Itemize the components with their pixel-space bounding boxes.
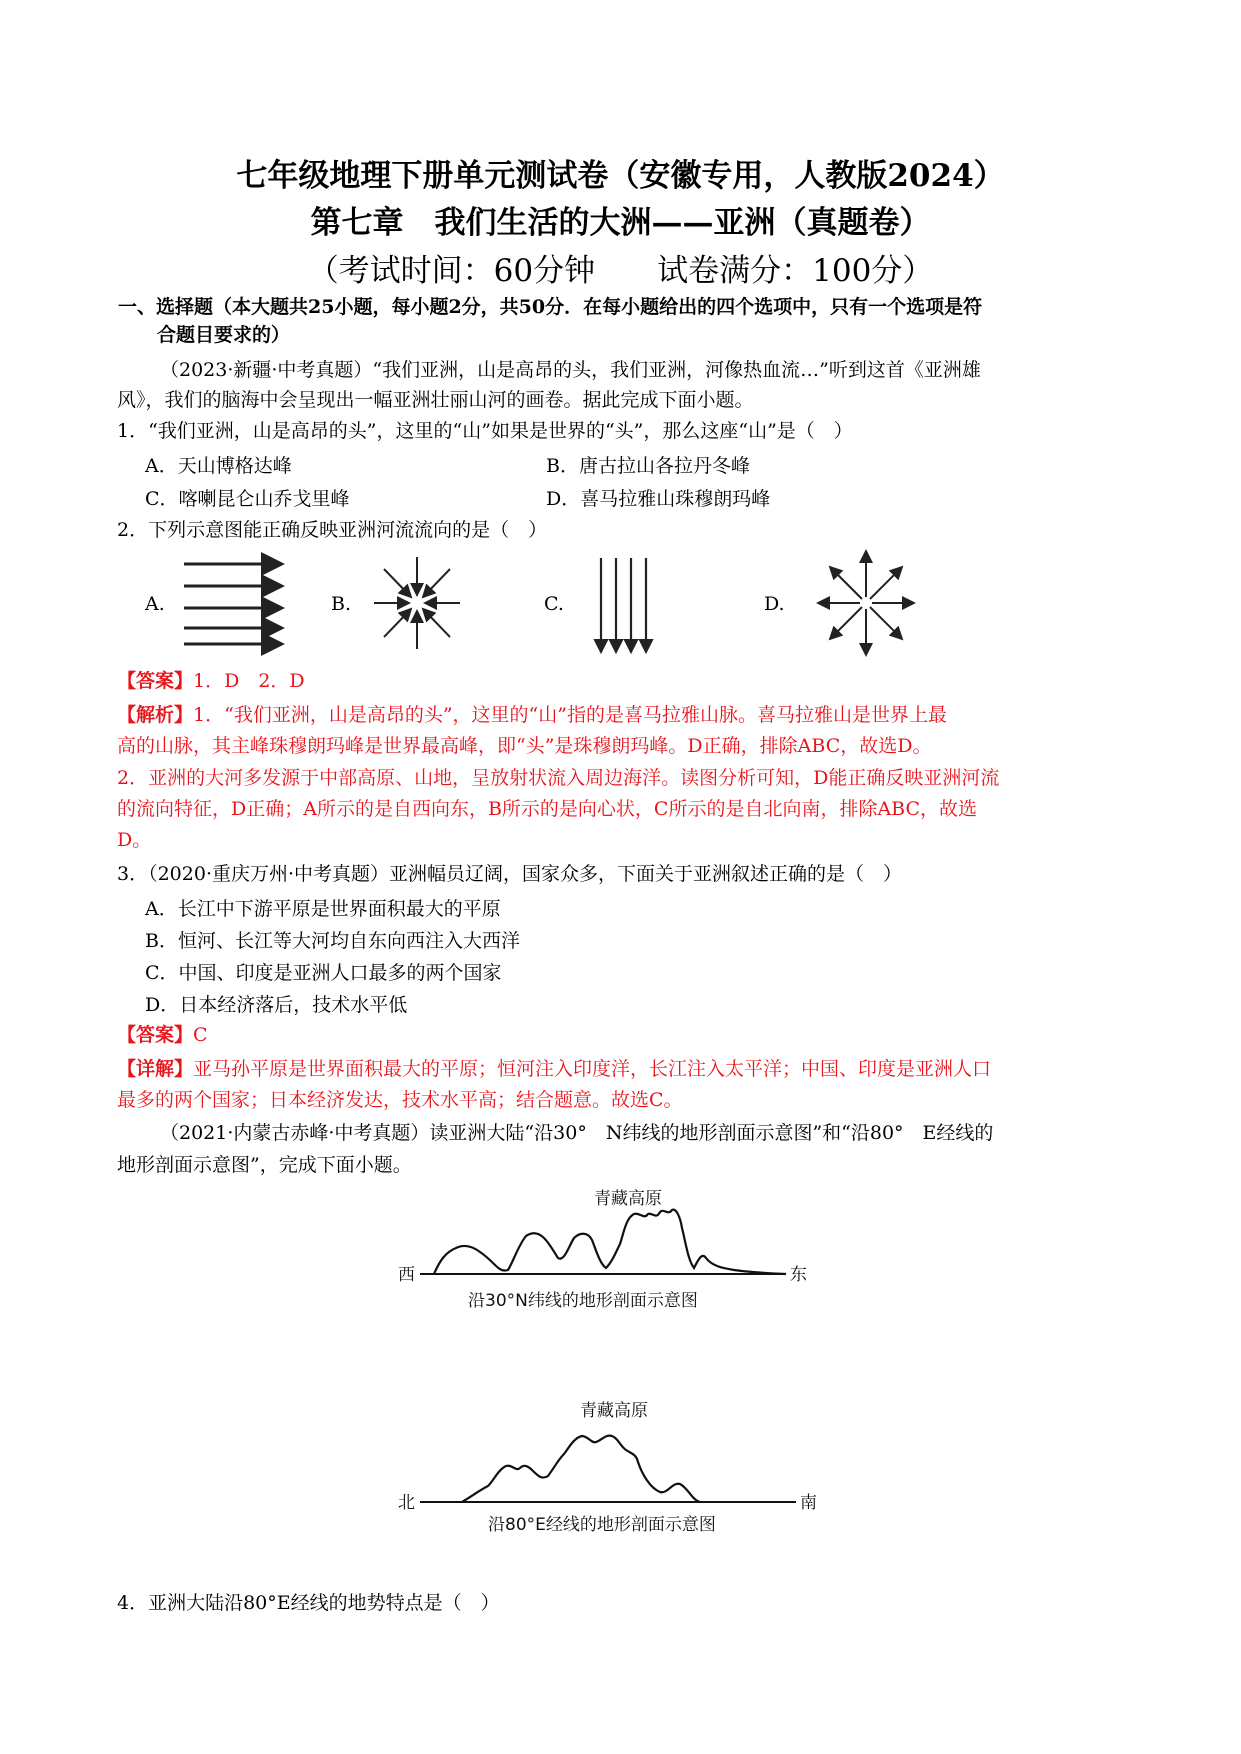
option-d-radial-arrows-diagram	[816, 549, 916, 657]
question-3-option-b: B．恒河、长江等大河均自东向西注入大西洋	[145, 930, 520, 952]
question-2-option-a-label: A.	[145, 593, 165, 615]
exam-info: （考试时间：60分钟 试卷满分：100分）	[307, 253, 934, 289]
analysis-tag: 【解析】	[117, 704, 194, 726]
question-1-stem: 1．“我们亚洲，山是高昂的头”，这里的“山”如果是世界的“头”，那么这座“山”是（ ）	[117, 420, 853, 442]
question-4-stem: 4．亚洲大陆沿80°E经线的地势特点是（ ）	[117, 1592, 500, 1614]
question-1-option-d: D．喜马拉雅山珠穆朗玛峰	[546, 488, 771, 510]
question-2-option-b-label: B.	[331, 593, 352, 615]
question-3-option-c: C．中国、印度是亚洲人口最多的两个国家	[145, 962, 502, 984]
figure2-south-label: 南	[800, 1493, 817, 1513]
figure2-north-label: 北	[398, 1493, 415, 1513]
figure2-peak-label: 青藏高原	[580, 1401, 648, 1421]
figure1-peak-label: 青藏高原	[594, 1189, 662, 1209]
question-1-option-a: A．天山博格达峰	[145, 455, 292, 477]
question-2-option-d-label: D.	[764, 593, 785, 615]
figure2-terrain-profile	[462, 1436, 700, 1502]
section-heading-cont: 合题目要求的）	[157, 324, 291, 346]
detail-line1	[117, 1056, 991, 1082]
figure1-terrain-profile	[434, 1210, 786, 1274]
analysis-line3: 2．亚洲的大河多发源于中部高原、山地，呈放射状流入周边海洋。读图分析可知，D能正确反映亚洲河流	[117, 767, 1000, 789]
answer-tag: 【答案】	[117, 1024, 194, 1046]
figure1-west-label: 西	[398, 1265, 415, 1285]
question-3-option-d: D．日本经济落后，技术水平低	[145, 994, 408, 1016]
question-3-option-a: A．长江中下游平原是世界面积最大的平原	[145, 898, 501, 920]
detail-tag: 【详解】	[117, 1058, 194, 1080]
question-3-stem: 3．（2020·重庆万州·中考真题）亚洲幅员辽阔，国家众多，下面关于亚洲叙述正确的是（ ）	[117, 863, 903, 885]
option-a-parallel-arrows-diagram	[182, 558, 292, 648]
question-1-option-c: C．喀喇昆仑山乔戈里峰	[145, 488, 350, 510]
figure1-caption: 沿30°N纬线的地形剖面示意图	[468, 1291, 698, 1311]
chapter-title: 第七章 我们生活的大洲——亚洲（真题卷）	[310, 205, 931, 241]
analysis-text: 1．“我们亚洲，山是高昂的头”，这里的“山”指的是喜马拉雅山脉。喜马拉雅山是世界上最	[193, 704, 947, 726]
answer-text: 1．D 2．D	[193, 670, 305, 692]
exam-title: 七年级地理下册单元测试卷（安徽专用，人教版2024）	[236, 158, 1005, 194]
question-1-option-b: B．唐古拉山各拉丹冬峰	[546, 455, 750, 477]
figure1-east-label: 东	[790, 1265, 807, 1285]
option-b-centripetal-arrows-diagram	[372, 555, 462, 651]
detail-text: 亚马孙平原是世界面积最大的平原；恒河注入印度洋，长江注入太平洋；中国、印度是亚洲人口	[193, 1058, 992, 1080]
answer-tag: 【答案】	[117, 670, 194, 692]
profile-30n-figure	[398, 1188, 818, 1318]
figure2-caption: 沿80°E经线的地形剖面示意图	[488, 1515, 716, 1535]
question-2-stem: 2．下列示意图能正确反映亚洲河流流向的是（ ）	[117, 519, 548, 541]
passage1-line2: 风》，我们的脑海中会呈现出一幅亚洲壮丽山河的画卷。据此完成下面小题。	[117, 389, 754, 411]
question-2-option-c-label: C.	[544, 593, 564, 615]
passage2-line2: 地形剖面示意图”，完成下面小题。	[117, 1154, 412, 1176]
analysis-line4: 的流向特征，D正确；A所示的是自西向东，B所示的是向心状，C所示的是自北向南，排除ABC，故选	[117, 798, 978, 820]
analysis-line2: 高的山脉，其主峰珠穆朗玛峰是世界最高峰，即“头”是珠穆朗玛峰。D正确，排除ABC，故选D。	[117, 735, 932, 757]
analysis-line5: D。	[117, 829, 152, 851]
detail-line2: 最多的两个国家；日本经济发达，技术水平高；结合题意。故选C。	[117, 1089, 683, 1111]
section-heading: 一、选择题（本大题共25小题，每小题2分，共50分．在每小题给出的四个选项中，只有一个选项是符	[118, 296, 983, 318]
answer-3	[117, 1022, 208, 1048]
passage1-line1: （2023·新疆·中考真题）“我们亚洲，山是高昂的头，我们亚洲，河像热血流…”听到这首《亚洲雄	[160, 359, 981, 381]
passage2-line1: （2021·内蒙古赤峰·中考真题）读亚洲大陆“沿30° N纬线的地形剖面示意图”和“沿80° E经线的	[160, 1122, 994, 1144]
profile-80e-figure	[398, 1396, 818, 1536]
answer-1-2	[117, 668, 305, 694]
answer-text: C	[193, 1024, 208, 1046]
analysis-line1	[117, 702, 947, 728]
option-c-north-south-arrows-diagram	[595, 556, 655, 656]
